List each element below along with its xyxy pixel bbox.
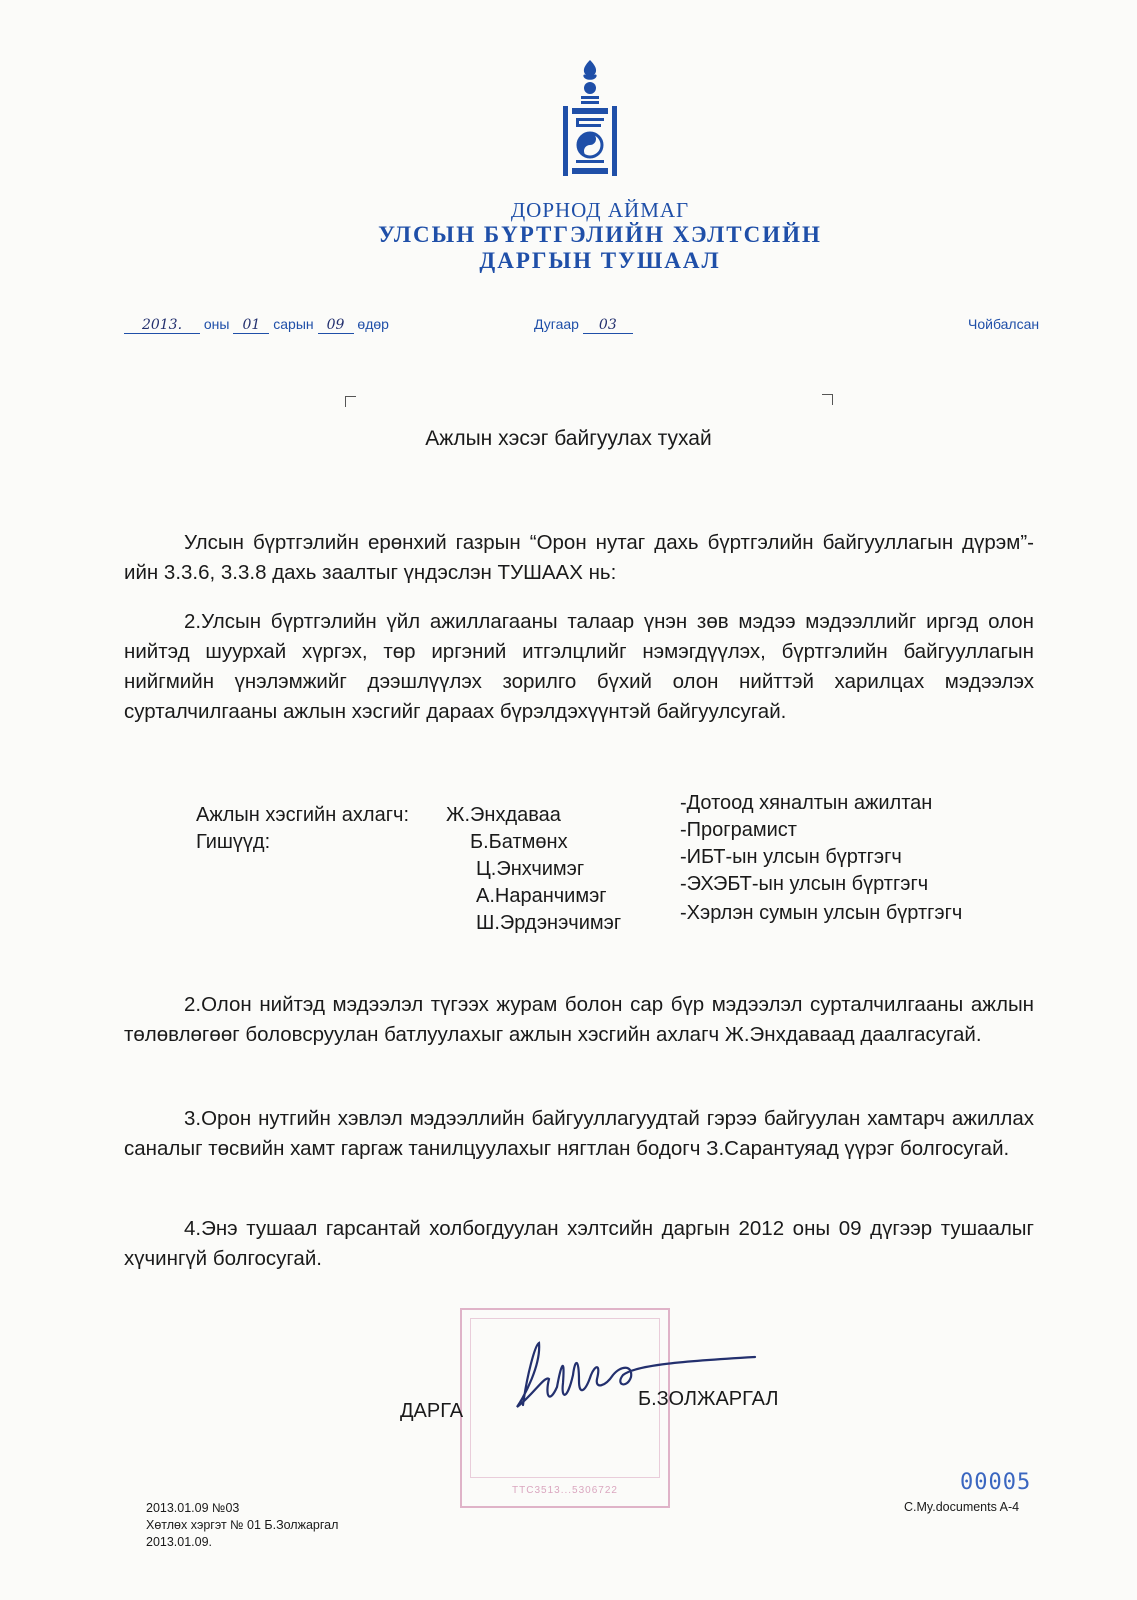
clause-1-text: 2.Улсын бүртгэлийн үйл ажиллагааны талаар үнэн зөв мэдээ мэдээллийг иргэд олон нийтэд шуурхай хүргэх, төр иргэний итгэлцлийг нэмэгдүүлэх, бүртгэлийн байгууллагын нийгмийн үнэлэмжийг дээшлүүлэх зорилго бүхий олон нийттэй харилцах мэдээлэх сурталчилгааны ажлын хэсгийг дараах бүрэлдэхүүнтэй байгуулсугай. <box>124 610 1034 723</box>
group-member-role: -Дотоод хяналтын ажилтан <box>680 792 933 814</box>
clause-2 <box>124 990 1034 1050</box>
clause-4 <box>124 1214 1034 1274</box>
date-year-suffix: оны <box>203 316 230 332</box>
order-number-value: 03 <box>583 317 633 334</box>
group-members-label: Гишүүд: <box>196 831 271 853</box>
footer-block <box>146 1500 338 1551</box>
registration-number: 00005 <box>960 1470 1032 1495</box>
org-line-region: ДОРНОД АЙМАГ <box>510 198 690 222</box>
date-day: 09 <box>318 317 354 334</box>
corner-mark-right <box>822 394 833 405</box>
order-number <box>534 316 633 334</box>
group-member-name: Ж.Энхдаваа <box>446 804 561 826</box>
group-member-role: -Хэрлэн сумын улсын бүртгэгч <box>680 902 963 924</box>
date-day-suffix: өдөр <box>357 316 389 332</box>
footer-line: 2013.01.09 №03 <box>146 1501 240 1515</box>
group-head-label: Ажлын хэсгийн ахлагч: <box>196 804 409 826</box>
clause-2-text: 2.Олон нийтэд мэдээлэл түгээх журам болон сар бүр мэдээлэл сурталчилгааны ажлын төлөвлөгөөг боловсруулан батлуулахыг ажлын хэсгийн ахлагч Ж.Энхдаваад даалгасугай. <box>124 993 1034 1046</box>
handwritten-signature-icon <box>505 1335 765 1425</box>
clause-4-text: 4.Энэ тушаал гарсантай холбогдуулан хэлтсийн даргын 2012 оны 09 дүгээр тушаалыг хүчингүй болгосугай. <box>124 1217 1034 1270</box>
group-member-role: -ИБТ-ын улсын бүртгэгч <box>680 846 902 868</box>
city: Чойбалсан <box>968 316 1040 332</box>
clause-3-text: 3.Орон нутгийн хэвлэл мэдээллийн байгууллагуудтай гэрээ байгуулан хамтарч ажиллах саналыг төсвийн хамт гаргаж танилцуулахыг нягтлан бодогч З.Сарантуяад үүрэг болгосугай. <box>124 1107 1034 1160</box>
org-line-department: УЛСЫН БҮРТГЭЛИЙН ХЭЛТСИЙН <box>378 222 822 247</box>
date-year: 2013. <box>124 317 200 334</box>
signer-name: Б.ЗОЛЖАРГАЛ <box>638 1388 779 1410</box>
date-line <box>124 316 389 334</box>
footer-line: 2013.01.09. <box>146 1535 213 1549</box>
group-member-role: -Програмист <box>680 819 797 841</box>
preamble-text: Улсын бүртгэлийн ерөнхий газрын “Орон нутаг дахь бүртгэлийн байгууллагын дүрэм”-ийн 3.3.6, 3.3.8 дахь заалтыг үндэслэн ТУШААХ нь: <box>124 531 1034 584</box>
group-member-name: Б.Батмөнх <box>470 831 568 853</box>
signer-title: ДАРГА <box>400 1400 464 1422</box>
group-member-name: А.Наранчимэг <box>476 885 607 907</box>
state-emblem-icon <box>555 58 625 188</box>
group-member-role: -ЭХЭБТ-ын улсын бүртгэгч <box>680 873 929 895</box>
group-member-name: Ш.Эрдэнэчимэг <box>476 912 622 934</box>
order-number-label: Дугаар <box>534 316 579 332</box>
file-reference: C.My.documents A-4 <box>904 1500 1020 1514</box>
corner-mark-left <box>345 396 356 407</box>
org-line-title: ДАРГЫН ТУШААЛ <box>479 248 721 273</box>
stamp-number: ТТС3513...5306722 <box>512 1485 618 1496</box>
preamble <box>124 528 1034 588</box>
date-month-suffix: сарын <box>273 316 314 332</box>
footer-line: Хөтлөх хэргэт № 01 Б.Золжаргал <box>146 1518 339 1532</box>
date-month: 01 <box>233 317 269 334</box>
clause-3 <box>124 1104 1034 1164</box>
clause-1 <box>124 607 1034 727</box>
document-subject: Ажлын хэсэг байгуулах тухай <box>425 427 712 450</box>
group-member-name: Ц.Энхчимэг <box>476 858 585 880</box>
